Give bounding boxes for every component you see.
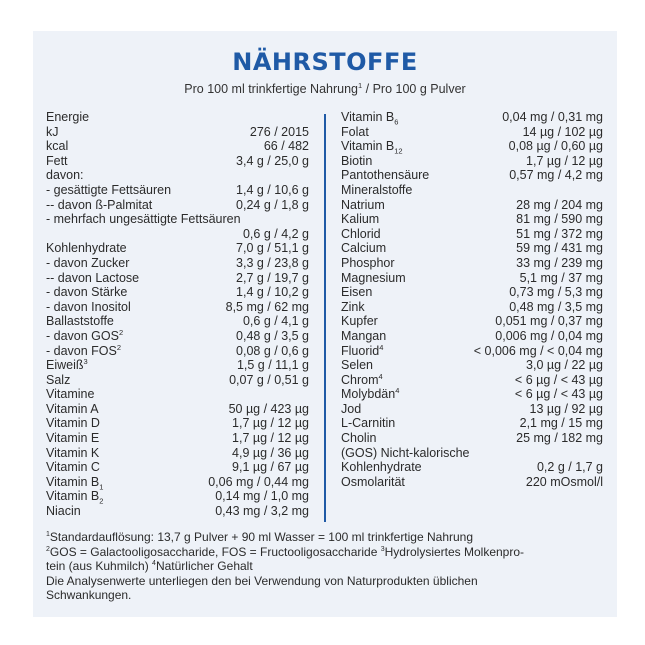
nutrient-label-text: Cholin: [341, 431, 377, 446]
footnote-mark: 2: [46, 545, 50, 553]
nutrient-value: 0,051 mg / 0,37 mg: [495, 314, 603, 329]
nutrient-label-text: - davon Inositol: [46, 299, 131, 314]
nutrient-value: 0,07 g / 0,51 g: [229, 372, 309, 387]
nutrient-value: 1,7 µg / 12 µg: [232, 416, 309, 431]
footnote-1: [46, 530, 606, 545]
nutrient-value: < 6 µg / < 43 µg: [514, 372, 603, 387]
nutrient-row: [46, 300, 309, 315]
nutrient-row: [46, 387, 309, 402]
nutrient-row: [46, 271, 309, 286]
nutrient-value: 3,3 g / 23,8 g: [236, 255, 309, 270]
nutrient-row: [46, 110, 309, 125]
nutrient-value: 0,48 g / 3,5 g: [236, 328, 309, 343]
nutrient-label-text: (GOS) Nicht-kalorische: [341, 445, 470, 460]
nutrient-label-text: Phosphor: [341, 255, 395, 270]
nutrient-row: [46, 344, 309, 359]
nutrient-label: [341, 241, 386, 256]
nutrient-label: [46, 241, 127, 256]
nutrient-label-text: - davon Stärke: [46, 285, 128, 300]
nutrient-row: [341, 241, 603, 256]
footnote-mark: 2: [116, 342, 122, 352]
footnote-mark: 1: [46, 531, 50, 538]
nutrient-row: [46, 227, 309, 242]
page-title: NÄHRSTOFFE: [232, 48, 418, 76]
nutrient-label-text: - mehrfach ungesättigte Fettsäuren: [46, 212, 241, 227]
nutrient-row: [46, 256, 309, 271]
nutrient-label: [46, 300, 131, 315]
nutrient-row: [46, 183, 309, 198]
nutrient-row: [341, 358, 603, 373]
footnotes: [46, 530, 606, 603]
nutrient-label-text: Zink: [341, 299, 365, 314]
nutrient-label: [46, 387, 94, 402]
subscript: 2: [99, 496, 104, 506]
nutrient-row: [46, 475, 309, 490]
nutrient-label-text: - gesättigte Fettsäuren: [46, 182, 172, 197]
nutrient-label: [341, 373, 383, 388]
nutrient-row: [341, 256, 603, 271]
nutrient-label: [46, 125, 59, 140]
nutrient-label: [46, 402, 99, 417]
nutrient-label-text: L-Carnitin: [341, 416, 396, 431]
nutrient-row: [46, 358, 309, 373]
nutrient-label: [46, 154, 68, 169]
nutrient-label-text: Chlorid: [341, 226, 381, 241]
subtitle-per-100g: / Pro 100 g Pulver: [362, 82, 466, 96]
nutrient-value: 0,57 mg / 4,2 mg: [509, 168, 603, 183]
nutrient-row: [341, 198, 603, 213]
nutrient-label: [341, 139, 403, 154]
nutrient-label: [341, 271, 406, 286]
nutrient-label: [341, 212, 379, 227]
nutrient-label-text: Vitamin B: [341, 139, 395, 154]
nutrient-value: 0,2 g / 1,7 g: [536, 460, 603, 475]
subtitle-footnote-mark: 1: [358, 80, 363, 90]
nutrient-label: [46, 212, 241, 227]
nutrient-label: [341, 344, 383, 359]
nutrient-label-text: Vitamin B: [46, 489, 100, 504]
nutrient-label: [341, 168, 429, 183]
nutrient-label: [341, 431, 376, 446]
nutrient-value: 14 µg / 102 µg: [522, 124, 603, 139]
subtitle-per-100ml: Pro 100 ml trinkfertige Nahrung: [184, 82, 358, 96]
nutrient-panel: [33, 31, 617, 617]
nutrient-value: < 0,006 mg / < 0,04 mg: [473, 343, 603, 358]
nutrient-label: [341, 227, 381, 242]
nutrient-value: 5,1 mg / 37 mg: [519, 270, 603, 285]
nutrient-row: [341, 139, 603, 154]
nutrient-value: 276 / 2015: [249, 124, 309, 139]
nutrient-label-text: Selen: [341, 358, 373, 373]
nutrient-value: 59 mg / 431 mg: [516, 241, 603, 256]
nutrient-label: [341, 460, 422, 475]
nutrient-row: [46, 373, 309, 388]
nutrient-label: [341, 314, 378, 329]
nutrient-value: 0,04 mg / 0,31 mg: [502, 110, 603, 124]
nutrient-row: [341, 402, 603, 417]
footnote-mark: 4: [395, 386, 400, 396]
nutrient-label-text: Jod: [341, 401, 362, 416]
nutrient-label-text: -- davon ß-Palmitat: [46, 197, 153, 212]
nutrient-row: [341, 416, 603, 431]
footnote-2-continued: [46, 559, 606, 574]
nutrient-label: [46, 358, 88, 373]
nutrient-label-text: kJ: [46, 124, 59, 139]
nutrient-label-text: Mangan: [341, 328, 387, 343]
nutrient-row: [46, 314, 309, 329]
nutrient-value: 2,1 mg / 15 mg: [519, 416, 603, 431]
nutrient-label: [46, 373, 70, 388]
nutrient-value: 1,4 g / 10,6 g: [236, 182, 309, 197]
nutrient-row: [46, 139, 309, 154]
footnote-mark: 4: [378, 371, 383, 381]
nutrient-label: [46, 329, 123, 344]
nutrient-label-text: Folat: [341, 124, 369, 139]
nutrient-row: [46, 285, 309, 300]
nutrient-label: [341, 300, 365, 315]
nutrient-label: [46, 256, 129, 271]
nutrient-label: [341, 125, 369, 140]
nutrient-label-text: Eisen: [341, 285, 373, 300]
nutrient-label: [341, 154, 372, 169]
nutrient-row: [341, 125, 603, 140]
nutrient-value: 0,14 mg / 1,0 mg: [215, 489, 309, 504]
subtitle: [33, 82, 617, 96]
nutrient-value: 13 µg / 92 µg: [529, 401, 603, 416]
nutrient-row: [341, 110, 603, 125]
nutrient-label-text: - davon FOS: [46, 343, 117, 358]
nutrient-label-text: Niacin: [46, 504, 81, 519]
nutrient-label: [46, 446, 99, 461]
footnote-2: [46, 545, 606, 560]
nutrient-value: 2,7 g / 19,7 g: [236, 270, 309, 285]
nutrient-row: [46, 504, 309, 519]
nutrient-row: [341, 314, 603, 329]
nutrient-value: 81 mg / 590 mg: [516, 212, 603, 227]
nutrient-label-text: Ballaststoffe: [46, 314, 114, 329]
subscript: 12: [394, 146, 403, 156]
nutrient-value: 28 mg / 204 mg: [516, 197, 603, 212]
nutrient-row: [46, 198, 309, 213]
nutrient-label-text: Vitamine: [46, 387, 95, 402]
footnote-text: tein (aus Kuhmilch): [46, 559, 153, 574]
nutrient-row: [46, 460, 309, 475]
nutrient-value: 0,6 g / 4,1 g: [242, 314, 309, 329]
nutrient-label-text: Vitamin K: [46, 445, 100, 460]
nutrient-value: 0,43 mg / 3,2 mg: [215, 504, 309, 519]
nutrient-label-text: Mineralstoffe: [341, 182, 413, 197]
footnote-text: Natürlicher Gehalt: [155, 559, 253, 574]
nutrient-row: [341, 387, 603, 402]
nutrient-value: 3,0 µg / 22 µg: [526, 358, 603, 373]
nutrient-value: 0,08 g / 0,6 g: [236, 343, 309, 358]
footnote-text: Schwankungen.: [46, 588, 132, 603]
nutrient-label: [46, 416, 100, 431]
nutrient-label: [46, 344, 121, 359]
nutrient-label: [46, 285, 127, 300]
nutrient-label-text: Kohlenhydrate: [341, 460, 422, 475]
nutrient-value: 0,24 g / 1,8 g: [236, 197, 309, 212]
nutrient-label: [341, 446, 470, 461]
nutrient-value: 220 mOsmol/l: [525, 474, 603, 489]
nutrient-column-left: [46, 110, 309, 519]
nutrient-value: 9,1 µg / 67 µg: [232, 460, 309, 475]
nutrient-label-text: Magnesium: [341, 270, 406, 285]
nutrient-label: [46, 183, 171, 198]
nutrient-row: [46, 329, 309, 344]
analysis-note: [46, 574, 606, 589]
nutrient-row: [46, 446, 309, 461]
nutrient-label: [341, 198, 385, 213]
nutrient-value: 8,5 mg / 62 mg: [225, 299, 309, 314]
nutrient-label-text: Molybdän: [341, 387, 396, 402]
nutrient-row: [46, 212, 309, 227]
analysis-note-continued: [46, 588, 606, 603]
nutrient-label-text: - davon Zucker: [46, 255, 130, 270]
nutrient-label-text: Vitamin B: [341, 110, 395, 124]
nutrient-row: [341, 183, 603, 198]
nutrient-row: [46, 489, 309, 504]
nutrient-row: [341, 475, 603, 490]
nutrient-label: [341, 416, 395, 431]
nutrient-label: [46, 198, 152, 213]
nutrient-column-right: [341, 110, 603, 489]
nutrient-value: 0,73 mg / 5,3 mg: [509, 285, 603, 300]
nutrient-label-text: Eiweiß: [46, 358, 84, 373]
nutrient-row: [46, 241, 309, 256]
nutrient-label-text: - davon GOS: [46, 328, 119, 343]
nutrient-row: [46, 154, 309, 169]
nutrient-label-text: Kalium: [341, 212, 380, 227]
footnote-mark: 3: [83, 356, 88, 366]
nutrient-label-text: Salz: [46, 372, 71, 387]
nutrient-row: [341, 285, 603, 300]
subscript: 6: [394, 117, 399, 127]
nutrient-row: [341, 344, 603, 359]
nutrient-label: [341, 285, 372, 300]
nutrient-row: [46, 168, 309, 183]
nutrient-label-text: Fluorid: [341, 343, 380, 358]
nutrient-label: [46, 431, 99, 446]
nutrient-label-text: Vitamin E: [46, 431, 100, 446]
nutrient-label-text: -- davon Lactose: [46, 270, 140, 285]
nutrient-row: [341, 227, 603, 242]
nutrient-value: 0,006 mg / 0,04 mg: [495, 328, 603, 343]
footnote-mark: 2: [118, 327, 124, 337]
nutrient-label: [46, 110, 89, 125]
footnote-mark: 4: [152, 560, 156, 568]
nutrient-label-text: Vitamin A: [46, 401, 99, 416]
nutrient-label-text: Vitamin C: [46, 460, 100, 475]
nutrient-value: 0,06 mg / 0,44 mg: [208, 474, 309, 489]
nutrient-label-text: Osmolarität: [341, 474, 405, 489]
nutrient-value: 1,7 µg / 12 µg: [526, 153, 603, 168]
nutrient-row: [341, 460, 603, 475]
nutrient-value: 0,48 mg / 3,5 mg: [509, 299, 603, 314]
nutrient-row: [46, 431, 309, 446]
subscript: 1: [99, 482, 104, 492]
nutrient-row: [341, 154, 603, 169]
nutrient-label-text: Fett: [46, 153, 68, 168]
nutrient-value: 66 / 482: [263, 139, 309, 154]
nutrient-row: [46, 402, 309, 417]
footnote-text: Die Analysenwerte unterliegen den bei Verwendung von Naturprodukten üblichen: [46, 573, 478, 588]
nutrient-label-text: Pantothensäure: [341, 168, 430, 183]
nutrient-label: [46, 475, 103, 490]
nutrient-label-text: Kohlenhydrate: [46, 241, 127, 256]
nutrient-label-text: Chrom: [341, 372, 379, 387]
nutrient-value: 4,9 µg / 36 µg: [232, 445, 309, 460]
nutrient-label: [341, 358, 373, 373]
nutrient-label: [341, 402, 361, 417]
nutrient-row: [341, 446, 603, 461]
nutrient-row: [341, 431, 603, 446]
nutrient-label-text: Biotin: [341, 153, 373, 168]
nutrient-row: [341, 300, 603, 315]
nutrient-row: [341, 168, 603, 183]
nutrient-label: [46, 460, 100, 475]
nutrient-label: [46, 504, 81, 519]
nutrient-value: 1,5 g / 11,1 g: [236, 358, 309, 373]
nutrient-label: [341, 256, 395, 271]
nutrient-label-text: Vitamin B: [46, 474, 100, 489]
nutrient-value: 0,08 µg / 0,60 µg: [508, 139, 603, 154]
column-divider: [324, 114, 326, 522]
nutrient-label-text: Energie: [46, 110, 90, 124]
nutrient-label-text: kcal: [46, 139, 69, 154]
footnote-text: Hydrolysiertes Molkenpro-: [384, 544, 525, 559]
nutrient-row: [341, 212, 603, 227]
nutrient-label-text: davon:: [46, 168, 84, 183]
nutrient-value: 33 mg / 239 mg: [516, 255, 603, 270]
nutrient-row: [341, 329, 603, 344]
nutrient-label-text: Vitamin D: [46, 416, 100, 431]
nutrient-value: 1,7 µg / 12 µg: [232, 431, 309, 446]
nutrient-label: [46, 271, 139, 286]
nutrient-value: 25 mg / 182 mg: [516, 431, 603, 446]
nutrient-value: 50 µg / 423 µg: [228, 401, 309, 416]
nutrient-row: [341, 373, 603, 388]
nutrient-label-text: Natrium: [341, 197, 385, 212]
footnote-text: Standardauflösung: 13,7 g Pulver + 90 ml Wasser = 100 ml trinkfertige Nahrung: [49, 530, 474, 544]
nutrient-row: [341, 271, 603, 286]
nutrient-value: 3,4 g / 25,0 g: [236, 153, 309, 168]
nutrient-value: < 6 µg / < 43 µg: [514, 387, 603, 402]
nutrient-label: [341, 110, 398, 125]
nutrient-value: 7,0 g / 51,1 g: [236, 241, 309, 256]
nutrient-label: [46, 314, 114, 329]
nutrient-label: [341, 183, 412, 198]
nutrient-label: [341, 329, 386, 344]
nutrient-label: [46, 489, 103, 504]
footnote-mark: 3: [380, 545, 385, 553]
nutrient-value: 1,4 g / 10,2 g: [236, 285, 309, 300]
nutrient-label: [341, 475, 405, 490]
nutrient-row: [46, 416, 309, 431]
footnote-text: GOS = Galactooligosaccharide, FOS = Fructooligosaccharide: [49, 544, 381, 559]
footnote-mark: 4: [379, 342, 384, 352]
nutrient-value: 0,6 g / 4,2 g: [242, 226, 309, 241]
nutrient-value: 51 mg / 372 mg: [516, 226, 603, 241]
nutrient-label: [46, 168, 84, 183]
nutrient-label: [341, 387, 399, 402]
nutrient-label-text: Kupfer: [341, 314, 378, 329]
nutrient-label: [46, 139, 68, 154]
nutrient-row: [46, 125, 309, 140]
nutrient-label-text: Calcium: [341, 241, 387, 256]
